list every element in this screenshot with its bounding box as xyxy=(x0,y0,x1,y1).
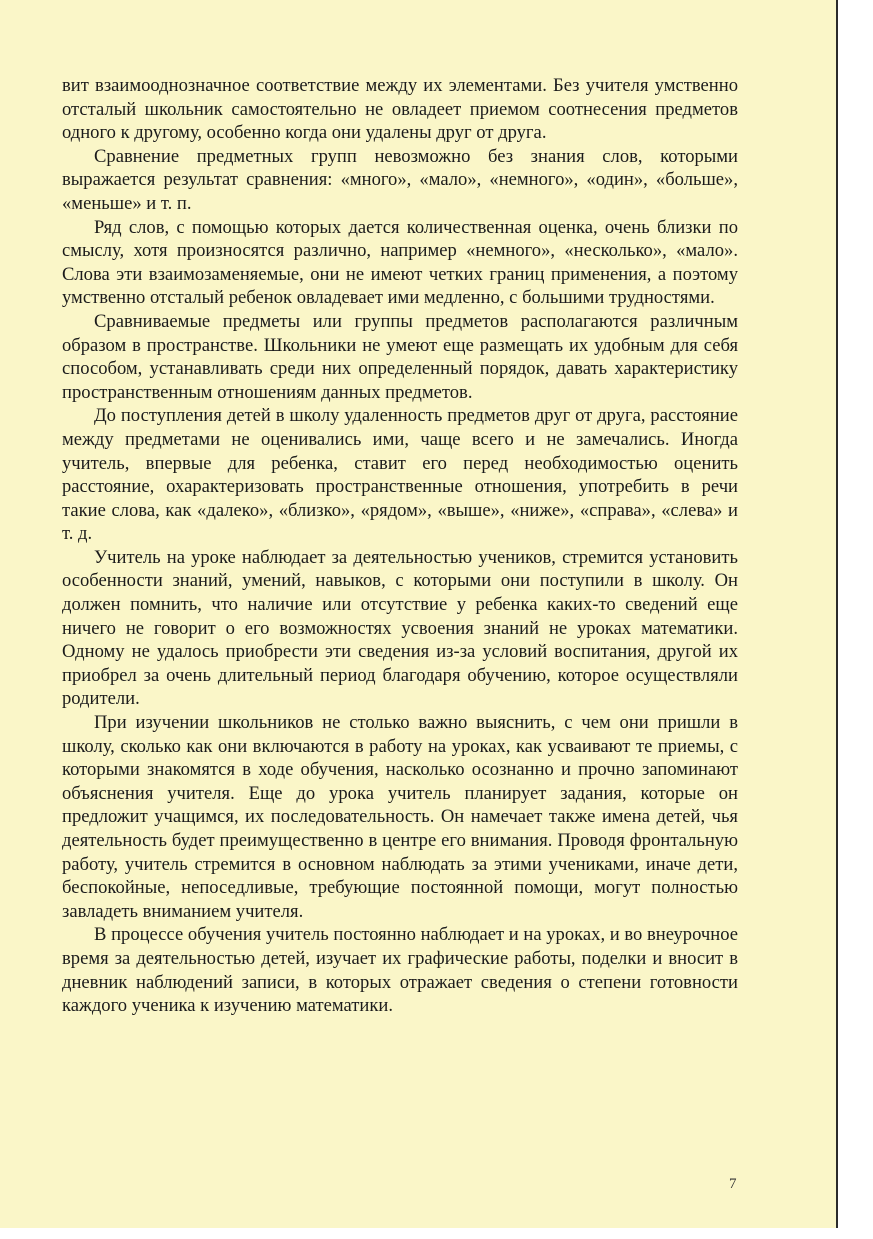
paragraph: Сравнение предметных групп невозможно без знания слов, которыми выражается результат сравнения: «много», «мало», «немного», «один», «больше», «меньше» и т. п. xyxy=(62,145,738,214)
paragraph: В процессе обучения учитель постоянно наблюдает и на уроках, и во внеурочное время за деятельностью детей, изучает их графические работы, поделки и вносит в дневник наблюдений записи, в которых отражает сведения о степени готовности каждого ученика к изучению математики. xyxy=(62,924,738,1017)
paragraph: Учитель на уроке наблюдает за деятельностью учеников, стремится установить особенности знаний, умений, навыков, с которыми они поступили в школу. Он должен помнить, что наличие или отсутствие у ребенка каких-то сведений еще ничего не говорит о его возможностях усвоения знаний не уроках математики. Одному не удалось приобрести эти сведения из-за условий воспитания, другой их приобрел за очень длительный период благодаря обучению, которое осуществляли родители. xyxy=(62,546,738,710)
paragraph: Сравниваемые предметы или группы предметов располагаются различным образом в пространстве. Школьники не умеют еще размещать их удобным для себя способом, устанавливать среди них определенный порядок, давать характеристику пространственным отношениям данных предметов. xyxy=(62,310,738,403)
paragraph: вит взаимооднозначное соответствие между их элементами. Без учителя умственно отсталый школьник самостоятельно не овладеет приемом соотнесения предметов одного к другому, особенно когда они удалены друг от друга. xyxy=(62,75,738,144)
paragraph: До поступления детей в школу удаленность предметов друг от друга, расстояние между предметами не оценивались ими, чаще всего и не замечались. Иногда учитель, впервые для ребенка, ставит его перед необходимостью оценить расстояние, охарактеризовать пространственные отношения, употребить в речи такие слова, как «далеко», «близко», «рядом», «выше», «ниже», «справа», «слева» и т. д. xyxy=(62,405,738,545)
paragraph: При изучении школьников не столько важно выяснить, с чем они пришли в школу, сколько как они включаются в работу на уроках, как усваивают те приемы, с которыми знакомятся в ходе обучения, насколько осознанно и прочно запоминают объяснения учителя. Еще до урока учитель планирует задания, которые он предложит учащимся, их последовательность. Он намечает также имена детей, чья деятельность будет преимущественно в центре его внимания. Проводя фронтальную работу, учитель стремится в основном наблюдать за этими учениками, иначе дети, беспокойные, непоседливые, требующие постоянной помощи, могут полностью завладеть вниманием учителя. xyxy=(62,712,738,922)
paragraph: Ряд слов, с помощью которых дается количественная оценка, очень близки по смыслу, хотя произносятся различно, например «немного», «несколько», «мало». Слова эти взаимозаменяемые, они не имеют четких границ применения, а поэтому умственно отсталый ребенок овладевает ими медленно, с большими трудностями. xyxy=(62,216,738,309)
body-text xyxy=(62,74,738,1018)
page-number: 7 xyxy=(729,1176,737,1192)
